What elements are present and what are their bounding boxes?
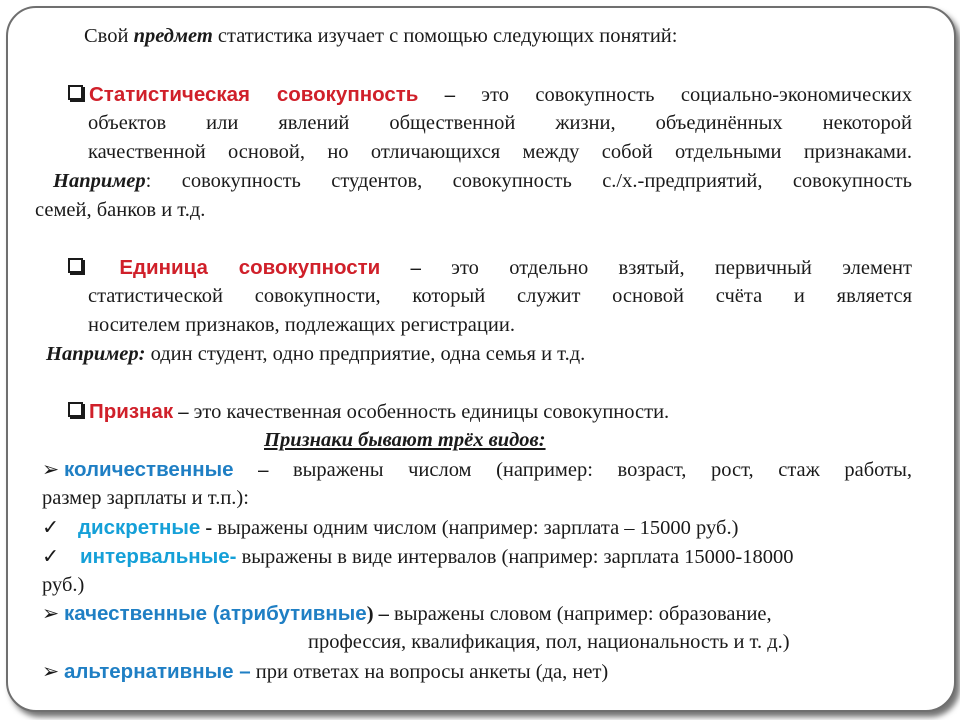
intro-emphasis: предмет xyxy=(133,25,213,47)
types-heading: Признаки бывают трёх видов: xyxy=(264,429,546,451)
check-bullet-icon: ✓ xyxy=(42,515,60,539)
section-2-line-1: Единица совокупности – это отдельно взятый, первичный элемент xyxy=(68,253,912,283)
arrow-bullet-icon: ➢ xyxy=(42,601,60,625)
item-qualitative: ➢ качественные (атрибутивные) – выражены словом (например: образование, xyxy=(42,599,772,629)
term-population-unit: Единица совокупности xyxy=(119,256,381,279)
term-statistical-population: Статистическая совокупность xyxy=(89,83,419,106)
item-discrete: ✓ дискретные - выражены одним числом (например: зарплата – 15000 руб.) xyxy=(42,513,738,543)
item-interval: ✓ интервальные- выражены в виде интервалов (например: зарплата 15000-18000 xyxy=(42,542,794,572)
item-alternative: ➢ альтернативные – при ответах на вопросы анкеты (да, нет) xyxy=(42,657,608,687)
section-2-line-2: статистической совокупности, который служит основой счёта и является xyxy=(88,285,912,307)
item-quantitative: ➢ количественные – выражены числом (например: возраст, рост, стаж работы, xyxy=(42,455,912,485)
example-label: Например xyxy=(53,170,146,192)
section-1-example-line-1: Например: совокупность студентов, совокупность с./х.-предприятий, совокупность xyxy=(53,170,912,192)
item-quantitative-line-2: размер зарплаты и т.п.): xyxy=(42,487,249,509)
arrow-bullet-icon: ➢ xyxy=(42,659,60,683)
section-1-line-3: качественной основой, но отличающихся между собой отдельными признаками. xyxy=(88,141,912,163)
section-2-line-3: носителем признаков, подлежащих регистрации. xyxy=(88,314,515,336)
section-1-example-line-2: семей, банков и т.д. xyxy=(35,199,206,221)
section-1-line-2: объектов или явлений общественной жизни, объединённых некоторой xyxy=(88,112,912,134)
section-1-line-1: Статистическая совокупность – это совокупность социально-экономических xyxy=(68,80,912,110)
item-qualitative-line-2: профессия, квалификация, пол, национальность и т. д.) xyxy=(308,631,790,653)
item-interval-line-2: руб.) xyxy=(42,574,85,596)
term-attribute: Признак xyxy=(89,400,174,423)
checkbox-bullet-icon xyxy=(68,85,83,100)
example-label: Например: xyxy=(46,343,146,365)
intro-line: Свой предмет статистика изучает с помощью следующих понятий: xyxy=(84,25,678,47)
check-bullet-icon: ✓ xyxy=(42,544,60,568)
section-2-example: Например: один студент, одно предприятие, одна семья и т.д. xyxy=(46,343,586,365)
section-3-line-1: Признак – это качественная особенность единицы совокупности. xyxy=(68,397,669,427)
checkbox-bullet-icon xyxy=(68,402,83,417)
arrow-bullet-icon: ➢ xyxy=(42,457,60,481)
checkbox-bullet-icon xyxy=(68,258,83,273)
